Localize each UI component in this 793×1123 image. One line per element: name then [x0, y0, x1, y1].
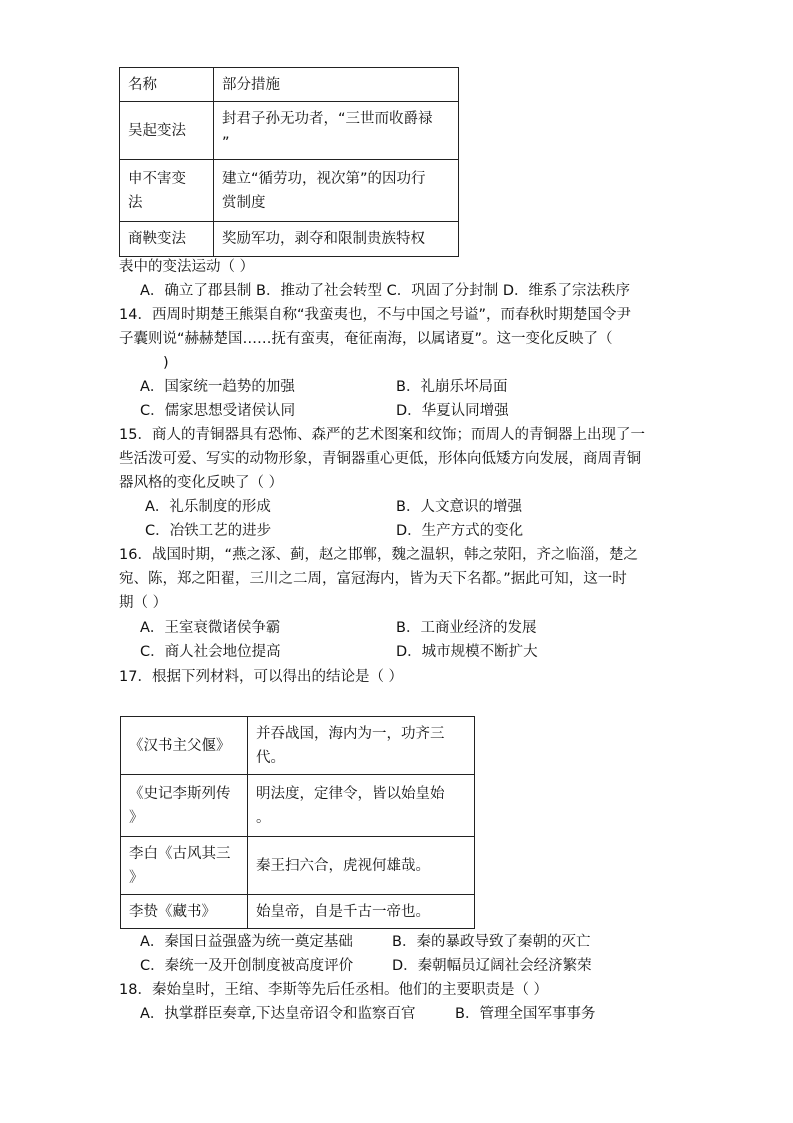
q14-line1: 14．西周时期楚王熊渠自称“我蛮夷也，不与中国之号谥”，而春秋时期楚国令尹 [119, 307, 631, 323]
q16-line2: 宛、陈，郑之阳翟，三川之二周，富冠海内，皆为天下名都。”据此可知，这一时 [119, 571, 627, 587]
q14-option-d: D．华夏认同增强 [396, 403, 509, 419]
q16-option-c: C．商人社会地位提高 [140, 644, 281, 660]
q17-stem: 17．根据下列材料，可以得出的结论是（ ） [119, 669, 404, 685]
q15-line1: 15．商人的青铜器具有恐怖、森严的艺术图案和纹饰；而周人的青铜器上出现了一 [119, 427, 645, 443]
q14-option-a: A．国家统一趋势的加强 [140, 379, 295, 395]
q17-option-a: A．秦国日益强盛为统一奠定基础 [140, 934, 353, 950]
cell-line: 》 [129, 809, 144, 826]
q15-option-d: D．生产方式的变化 [396, 523, 524, 539]
table-header-name: 名称 [120, 68, 214, 102]
cell-line: 》 [129, 869, 144, 886]
cell-line: 并吞战国，海内为一，功齐三 [256, 725, 445, 742]
q15-option-b: B．人文意识的增强 [396, 499, 522, 515]
cell-line: 明法度，定律令，皆以始皇始 [256, 785, 445, 802]
q13-options: A．确立了郡县制 B．推动了社会转型 C．巩固了分封制 D．维系了宗法秩序 [140, 283, 630, 299]
q17-option-d: D．秦朝幅员辽阔社会经济繁荣 [392, 958, 592, 974]
cell-line: 代。 [256, 749, 285, 766]
table-cell-shangyang-measure: 奖励军功，剥夺和限制贵族特权 [214, 222, 459, 257]
source-shiji [121, 775, 248, 837]
source-lizhi: 李贽《藏书》 [121, 895, 248, 929]
cell-line: 赏制度 [222, 194, 266, 211]
q14-line2: 子囊则说“赫赫楚国……抚有蛮夷，奄征南海，以属诸夏”。这一变化反映了（ [119, 331, 613, 347]
q15-line2: 些活泼可爱、写实的动物形象，青铜器重心更低，形体向低矮方向发展，商周青铜 [119, 451, 641, 467]
table-cell-shenbuhai [120, 160, 214, 222]
cell-line: 李白《古风其三 [129, 845, 231, 862]
cell-line: ” [222, 134, 230, 151]
q16-option-d: D．城市规模不断扩大 [396, 644, 538, 660]
table-cell-wuqi-measure [214, 102, 459, 160]
table-cell-wuqi: 吴起变法 [120, 102, 214, 160]
reform-table [119, 67, 459, 257]
quote-lizhi: 始皇帝，自是千古一帝也。 [248, 895, 475, 929]
cell-line: 。 [256, 809, 271, 826]
quote-shiji [248, 775, 475, 837]
q16-option-a: A．王室衰微诸侯争霸 [140, 620, 281, 636]
q13-stem: 表中的变法运动（ ） [119, 259, 255, 275]
cell-line: 法 [128, 194, 143, 211]
table-header-measures: 部分措施 [214, 68, 459, 102]
q14-line3: ) [163, 355, 169, 371]
cell-line: 申不害变 [128, 170, 186, 187]
quote-libai: 秦王扫六合，虎视何雄哉。 [248, 837, 475, 895]
cell-line: 《史记李斯列传 [129, 785, 231, 802]
q17-option-c: C．秦统一及开创制度被高度评价 [140, 958, 354, 974]
q18-stem: 18．秦始皇时，王绾、李斯等先后任丞相。他们的主要职责是（ ） [119, 982, 549, 998]
q17-option-b: B．秦的暴政导致了秦朝的灭亡 [392, 934, 591, 950]
sources-table [120, 716, 475, 929]
q15-option-a: A．礼乐制度的形成 [145, 499, 271, 515]
q16-line1: 16．战国时期，“燕之涿、蓟，赵之邯郸，魏之温轵，韩之荥阳，齐之临淄，楚之 [119, 547, 638, 563]
q16-option-b: B．工商业经济的发展 [396, 620, 537, 636]
table-cell-shangyang: 商鞅变法 [120, 222, 214, 257]
q15-option-c: C．冶铁工艺的进步 [145, 523, 272, 539]
quote-hanshu [248, 717, 475, 775]
q15-line3: 器风格的变化反映了（ ） [119, 475, 284, 491]
q18-option-b: B．管理全国军事事务 [455, 1006, 596, 1022]
q18-option-a: A．执掌群臣奏章,下达皇帝诏令和监察百官 [140, 1006, 416, 1022]
cell-line: 建立“循劳功，视次第”的因功行 [222, 170, 426, 187]
q14-option-c: C．儒家思想受诸侯认同 [140, 403, 296, 419]
q16-line3: 期（ ） [119, 595, 168, 611]
table-cell-shenbuhai-measure [214, 160, 459, 222]
source-hanshu: 《汉书主父偃》 [121, 717, 248, 775]
cell-line: 封君子孙无功者，“三世而收爵禄 [222, 110, 433, 127]
source-libai [121, 837, 248, 895]
q14-option-b: B．礼崩乐坏局面 [396, 379, 508, 395]
